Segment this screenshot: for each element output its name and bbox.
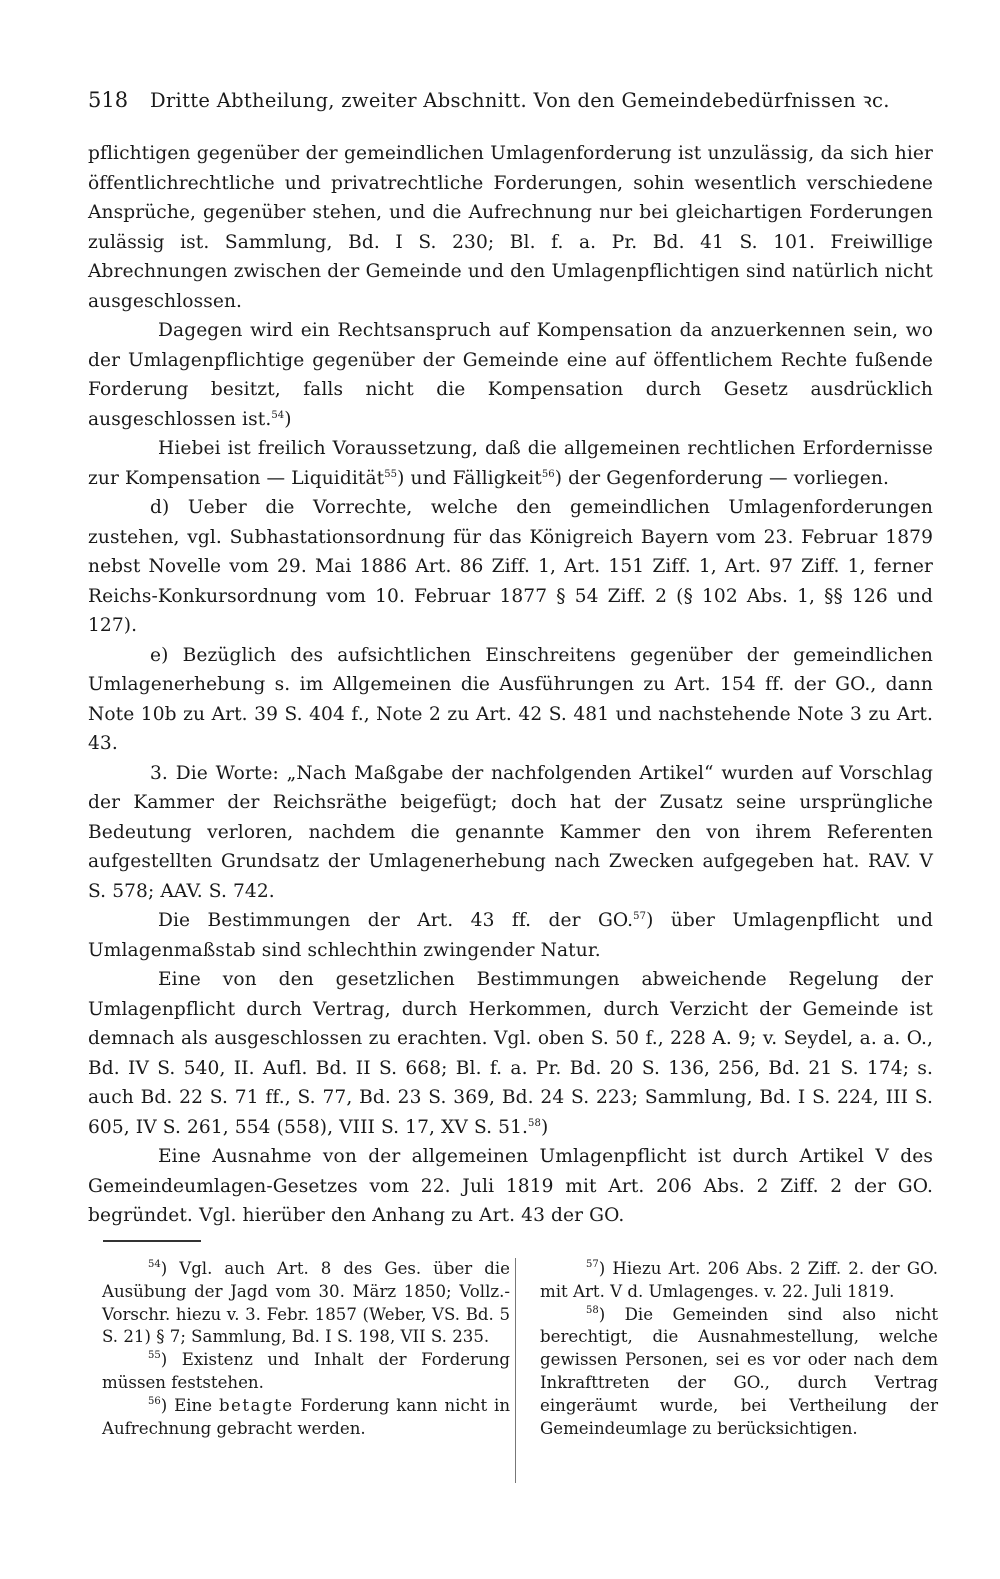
footnote: $^{54}$) Vgl. auch Art. 8 des Ges. über die Ausübung der Jagd vom 30. März 1850; Vollz.-Vorschr. hiezu v. 3. Febr. 1857 (Weber, VS. Bd. 5 S. 21) § 7; Sammlung, Bd. I S. 198, VII S. 235. bbox=[102, 1259, 510, 1347]
paragraph: Dagegen wird ein Rechtsanspruch auf Kompensation da anzuerkennen sein, wo der Umlagenpflichtige gegenüber der Gemeinde eine auf öffentlichem Rechte fußende Forderung besitzt, falls nicht die Kompensation durch Gesetz ausdrücklich ausgeschlossen ist.$^{54}$) bbox=[88, 320, 933, 430]
footnote-mark: 56 bbox=[148, 1395, 161, 1407]
footnote-mark: 58 bbox=[586, 1304, 599, 1316]
paragraph: 3. Die Worte: „Nach Maßgabe der nachfolgenden Artikel“ wurden auf Vorschlag der Kammer der Reichsräthe beigefügt; doch hat der Zusatz seine ursprüngliche Bedeutung verloren, nachdem die genannte Kammer den von ihrem Referenten aufgestellten Grundsatz der Umlagenerhebung nach Zwecken aufgegeben hat. RAV. V S. 578; AAV. S. 742. bbox=[88, 762, 933, 902]
main-text bbox=[88, 139, 933, 1231]
footnote-ref: 56 bbox=[541, 468, 555, 480]
footnote-mark: 54 bbox=[148, 1259, 161, 1270]
paragraph: Eine Ausnahme von der allgemeinen Umlagenpflicht ist durch Artikel V des Gemeindeumlagen-Gesetzes vom 22. Juli 1819 mit Art. 206 Abs. 2 Ziff. 2 der GO. begründet. Vgl. hierüber den Anhang zu Art. 43 der GO. bbox=[88, 1146, 933, 1226]
running-header bbox=[88, 86, 933, 113]
footnotes-right-column bbox=[540, 1258, 938, 1440]
page bbox=[88, 86, 933, 1231]
paragraph: Die Bestimmungen der Art. 43 ff. der GO.$^{57}$) über Umlagenpflicht und Umlagenmaßstab sind schlechthin zwingender Natur. bbox=[88, 910, 933, 961]
footnote: $^{56}$) Eine betagte Forderung kann nicht in Aufrechnung gebracht werden. bbox=[102, 1395, 511, 1438]
running-head-title: Dritte Abtheilung, zweiter Abschnitt. Von den Gemeindebedürfnissen ꝛc. bbox=[150, 89, 890, 112]
footnote-ref: 58 bbox=[528, 1117, 541, 1129]
footnote-ref: 54 bbox=[271, 409, 285, 421]
footnote: $^{55}$) Existenz und Inhalt der Forderung müssen feststehen. bbox=[102, 1350, 510, 1392]
footnote: $^{58}$) Die Gemeinden sind also nicht berechtigt, die Ausnahmestellung, welche gewissen Personen, sei es vor oder nach dem Inkrafttreten der GO., durch Vertrag eingeräumt wurde, bei Vertheilung der Gemeindeumlage zu berücksichtigen. bbox=[540, 1304, 938, 1438]
footnote: $^{57}$) Hiezu Art. 206 Abs. 2 Ziff. 2. der GO. mit Art. V d. Umlagenges. v. 22. Juli 1819. bbox=[540, 1259, 938, 1301]
paragraph: d) Ueber die Vorrechte, welche den gemeindlichen Umlagenforderungen zustehen, vgl. Subhastationsordnung für das Königreich Bayern vom 23. Februar 1879 nebst Novelle vom 29. Mai 1886 Art. 86 Ziff. 1, Art. 151 Ziff. 1, Art. 97 Ziff. 1, ferner Reichs-Konkursordnung vom 10. Februar 1877 § 54 Ziff. 2 (§ 102 Abs. 1, §§ 126 und 127). bbox=[88, 497, 933, 636]
footnote-ref: 57 bbox=[633, 911, 647, 922]
footnote-ref: 55 bbox=[384, 468, 398, 480]
paragraph: pflichtigen gegenüber der gemeindlichen Umlagenforderung ist unzulässig, da sich hier öffentlichrechtliche und privatrechtliche Forderungen, sohin wesentlich verschiedene Ansprüche, gegenüber stehen, und die Aufrechnung nur bei gleichartigen Forderungen zulässig ist. Sammlung, Bd. I S. 230; Bl. f. a. Pr. Bd. 41 S. 101. Freiwillige Abrechnungen zwischen der Gemeinde und den Umlagenpflichtigen sind natürlich nicht ausgeschlossen. bbox=[88, 143, 933, 312]
paragraph: e) Bezüglich des aufsichtlichen Einschreitens gegenüber der gemeindlichen Umlagenerhebung s. im Allgemeinen die Ausführungen zu Art. 154 ff. der GO., dann Note 10b zu Art. 39 S. 404 f., Note 2 zu Art. 42 S. 481 und nachstehende Note 3 zu Art. 43. bbox=[88, 644, 933, 754]
footnote-mark: 55 bbox=[148, 1350, 161, 1362]
footnotes-left-column bbox=[102, 1258, 510, 1440]
paragraph: Eine von den gesetzlichen Bestimmungen abweichende Regelung der Umlagenpflicht durch Vertrag, durch Herkommen, durch Verzicht der Gemeinde ist demnach als ausgeschlossen zu erachten. Vgl. oben S. 50 f., 228 A. 9; v. Seydel, a. a. O., Bd. IV S. 540, II. Aufl. Bd. II S. 668; Bl. f. a. Pr. Bd. 20 S. 136, 256, Bd. 21 S. 174; s. auch Bd. 22 S. 71 ff., S. 77, Bd. 23 S. 369, Bd. 24 S. 223; Sammlung, Bd. I S. 224, III S. 605, IV S. 261, 554 (558), VIII S. 17, XV S. 51.58) bbox=[88, 969, 933, 1138]
paragraph: Hiebei ist freilich Voraussetzung, daß die allgemeinen rechtlichen Erfordernisse zur Kompensation — Liquidität$^{55}$) und Fälligkeit$^{56}$) der Gegenforderung — vorliegen. bbox=[88, 438, 933, 489]
footnote-mark: 57 bbox=[586, 1259, 599, 1270]
footnote-rule bbox=[103, 1240, 201, 1242]
footnotes bbox=[102, 1258, 939, 1440]
page-number: 518 bbox=[88, 88, 129, 112]
